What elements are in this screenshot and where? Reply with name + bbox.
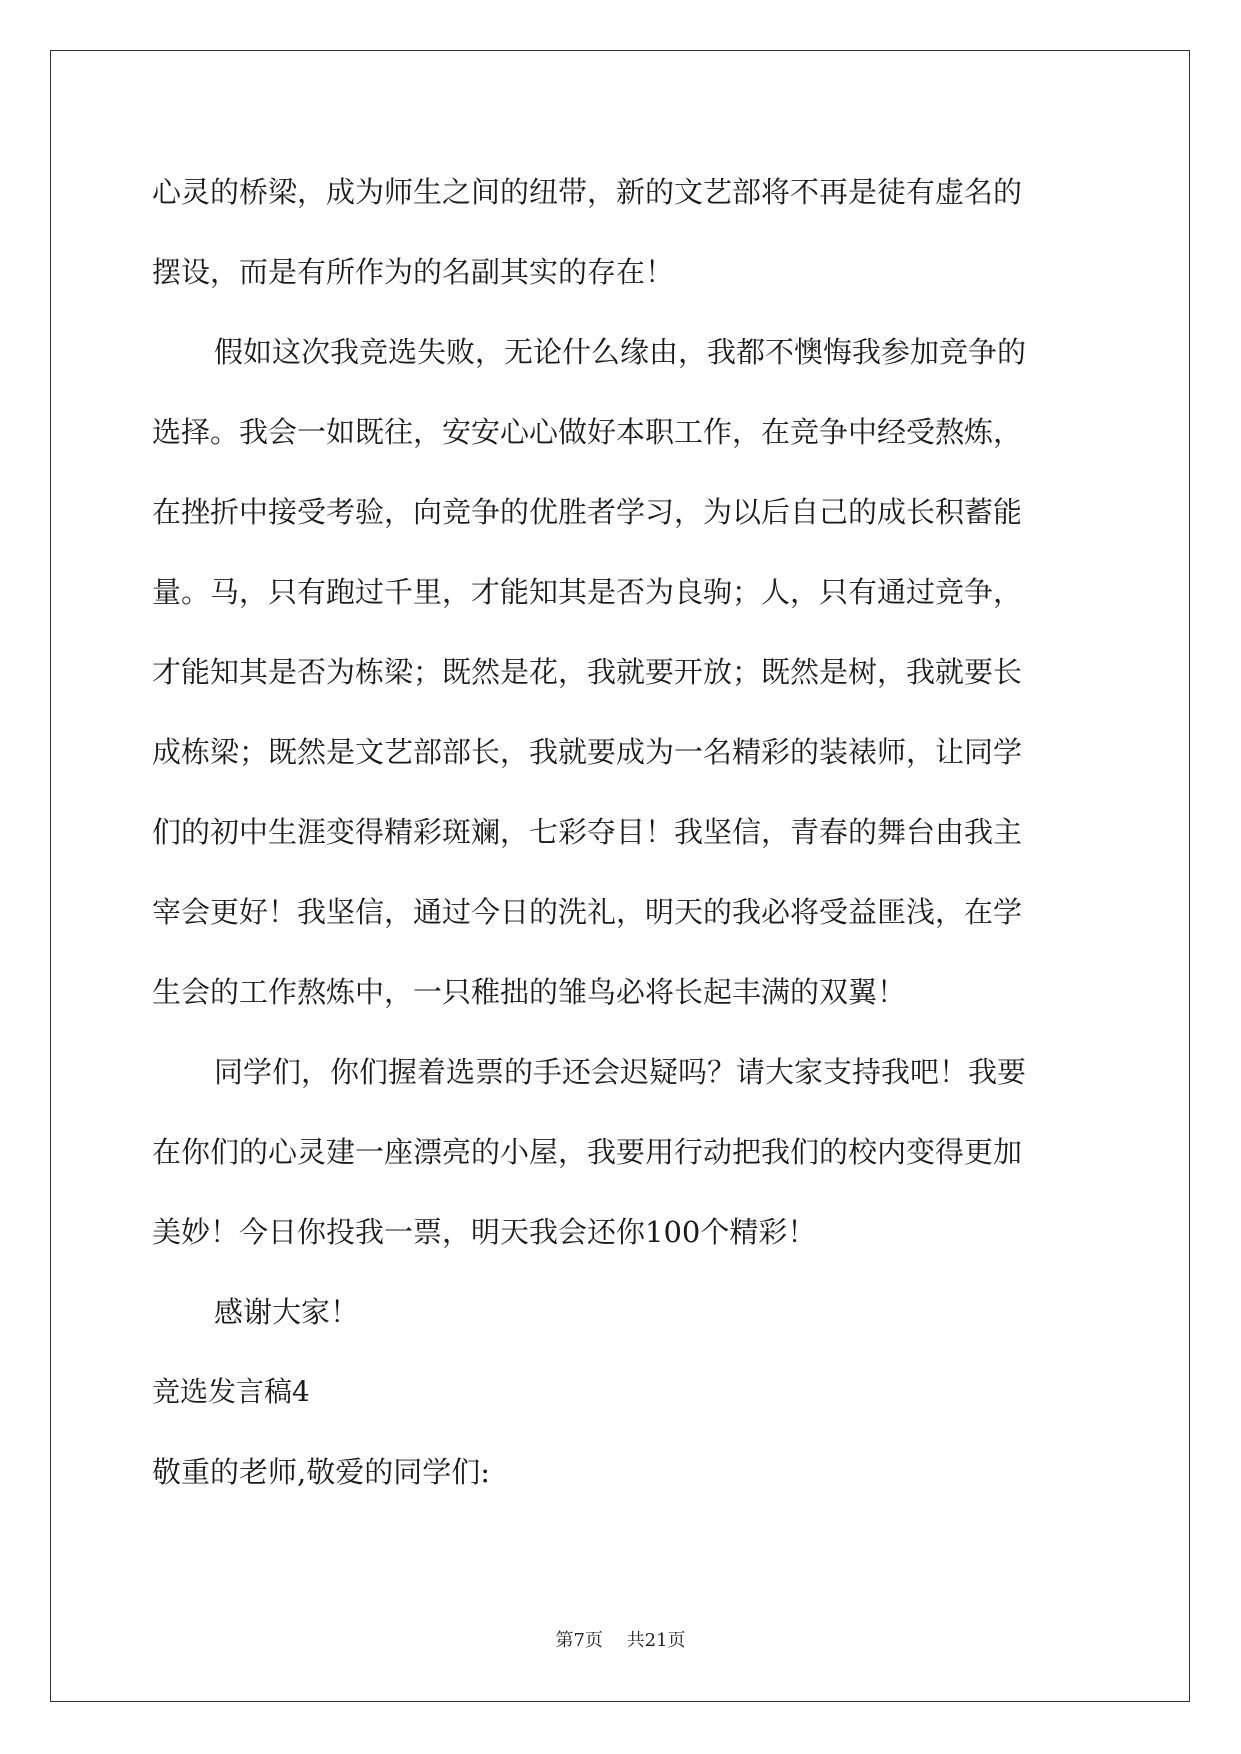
page-number: 第7页 xyxy=(555,1630,603,1651)
section-heading: 竞选发言稿4 xyxy=(152,1375,310,1408)
document-body xyxy=(152,152,1092,1512)
paragraph-line: 生会的工作熬炼中，一只稚拙的雏鸟必将长起丰满的双翼！ xyxy=(152,975,907,1009)
page-footer xyxy=(0,1626,1241,1652)
paragraph-line: 同学们，你们握着选票的手还会迟疑吗？请大家支持我吧！我要 xyxy=(214,1055,1027,1089)
paragraph-line: 美妙！今日你投我一票，明天我会还你100个精彩！ xyxy=(152,1215,817,1249)
paragraph-line: 宰会更好！我坚信，通过今日的洗礼，明天的我必将受益匪浅，在学 xyxy=(152,895,1023,929)
closing-line: 感谢大家！ xyxy=(214,1295,360,1329)
paragraph-line: 们的初中生涯变得精彩斑斓，七彩夺目！我坚信，青春的舞台由我主 xyxy=(152,815,1023,849)
salutation-line: 敬重的老师,敬爱的同学们: xyxy=(152,1455,490,1489)
page-total: 共21页 xyxy=(626,1630,686,1651)
paragraph-line: 心灵的桥梁，成为师生之间的纽带，新的文艺部将不再是徒有虚名的 xyxy=(152,175,1023,209)
paragraph-line: 摆设，而是有所作为的名副其实的存在！ xyxy=(152,255,675,289)
paragraph-line: 量。马，只有跑过千里，才能知其是否为良驹；人，只有通过竞争， xyxy=(152,575,1023,609)
paragraph-line: 假如这次我竞选失败，无论什么缘由，我都不懊悔我参加竞争的 xyxy=(214,335,1027,369)
paragraph-line: 选择。我会一如既往，安安心心做好本职工作，在竞争中经受熬炼， xyxy=(152,415,1023,449)
paragraph-line: 成栋梁；既然是文艺部部长，我就要成为一名精彩的装裱师，让同学 xyxy=(152,735,1023,769)
paragraph-line: 在挫折中接受考验，向竞争的优胜者学习，为以后自己的成长积蓄能 xyxy=(152,495,1023,529)
paragraph-line: 才能知其是否为栋梁；既然是花，我就要开放；既然是树，我就要长 xyxy=(152,655,1023,689)
paragraph-line: 在你们的心灵建一座漂亮的小屋，我要用行动把我们的校内变得更加 xyxy=(152,1135,1023,1169)
